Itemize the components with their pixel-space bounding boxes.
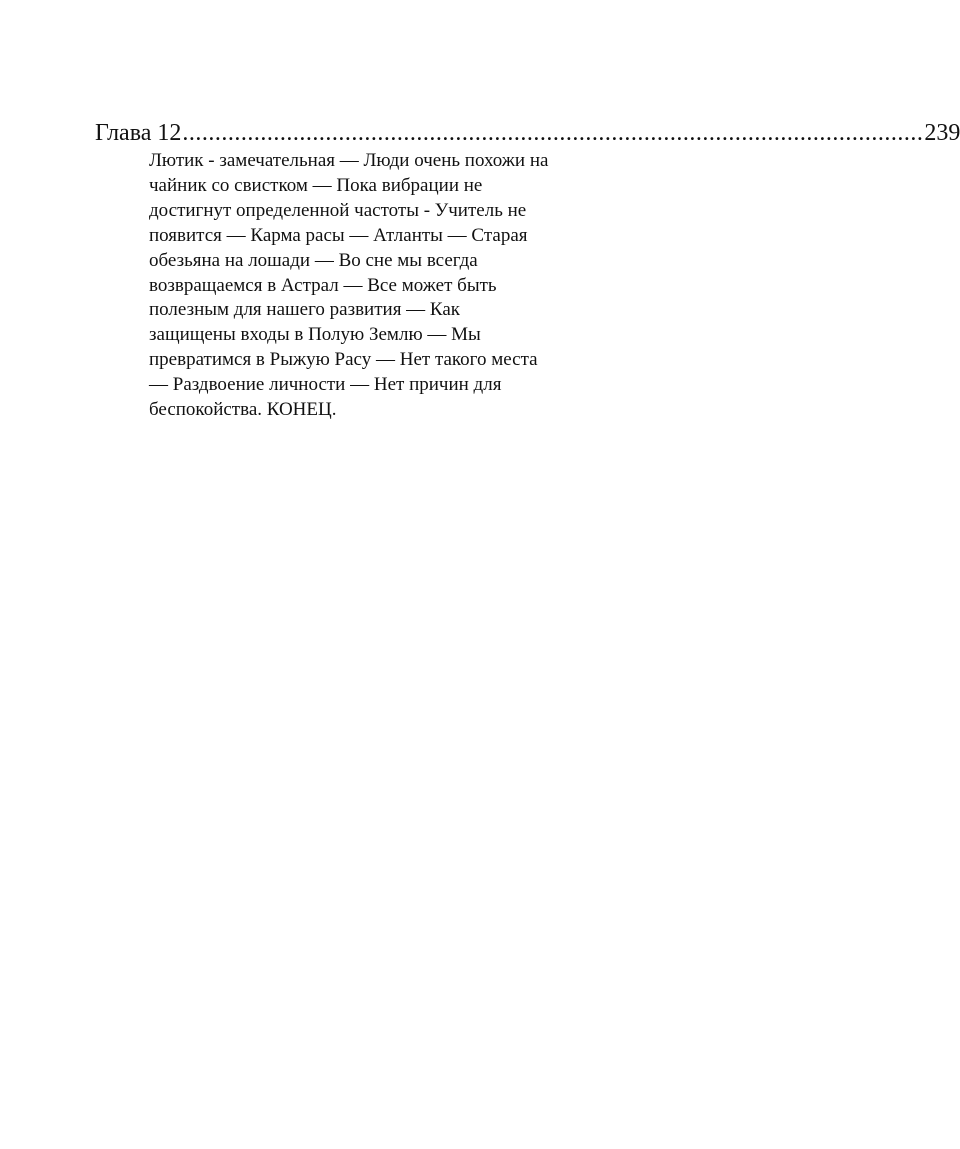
chapter-title: Глава 12: [95, 120, 182, 146]
summary-line: защищены входы в Полую Землю — Мы: [149, 324, 481, 346]
toc-entry-chapter-12: [95, 118, 960, 423]
summary-line: возвращаемся в Астрал — Все может быть: [149, 274, 497, 296]
summary-line: превратимся в Рыжую Расу — Нет такого места: [149, 349, 538, 371]
summary-line: беспокойства. КОНЕЦ.: [149, 399, 337, 421]
summary-line: достигнут определенной частоты - Учитель не: [149, 199, 527, 221]
summary-line: — Раздвоение личности — Нет причин для: [149, 374, 502, 396]
summary-line: обезьяна на лошади — Во сне мы всегда: [149, 249, 478, 271]
chapter-page-number: 239: [924, 120, 960, 146]
toc-heading-row: [95, 118, 960, 148]
toc-leader-dots: ..................................................................................................................: [182, 120, 924, 146]
summary-line: появится — Карма расы — Атланты — Старая: [149, 224, 528, 246]
summary-line: Лютик - замечательная — Люди очень похожи на: [149, 150, 549, 171]
summary-line: чайник со свистком — Пока вибрации не: [149, 174, 483, 196]
summary-line: полезным для нашего развития — Как: [149, 299, 461, 321]
chapter-summary: [149, 149, 595, 423]
